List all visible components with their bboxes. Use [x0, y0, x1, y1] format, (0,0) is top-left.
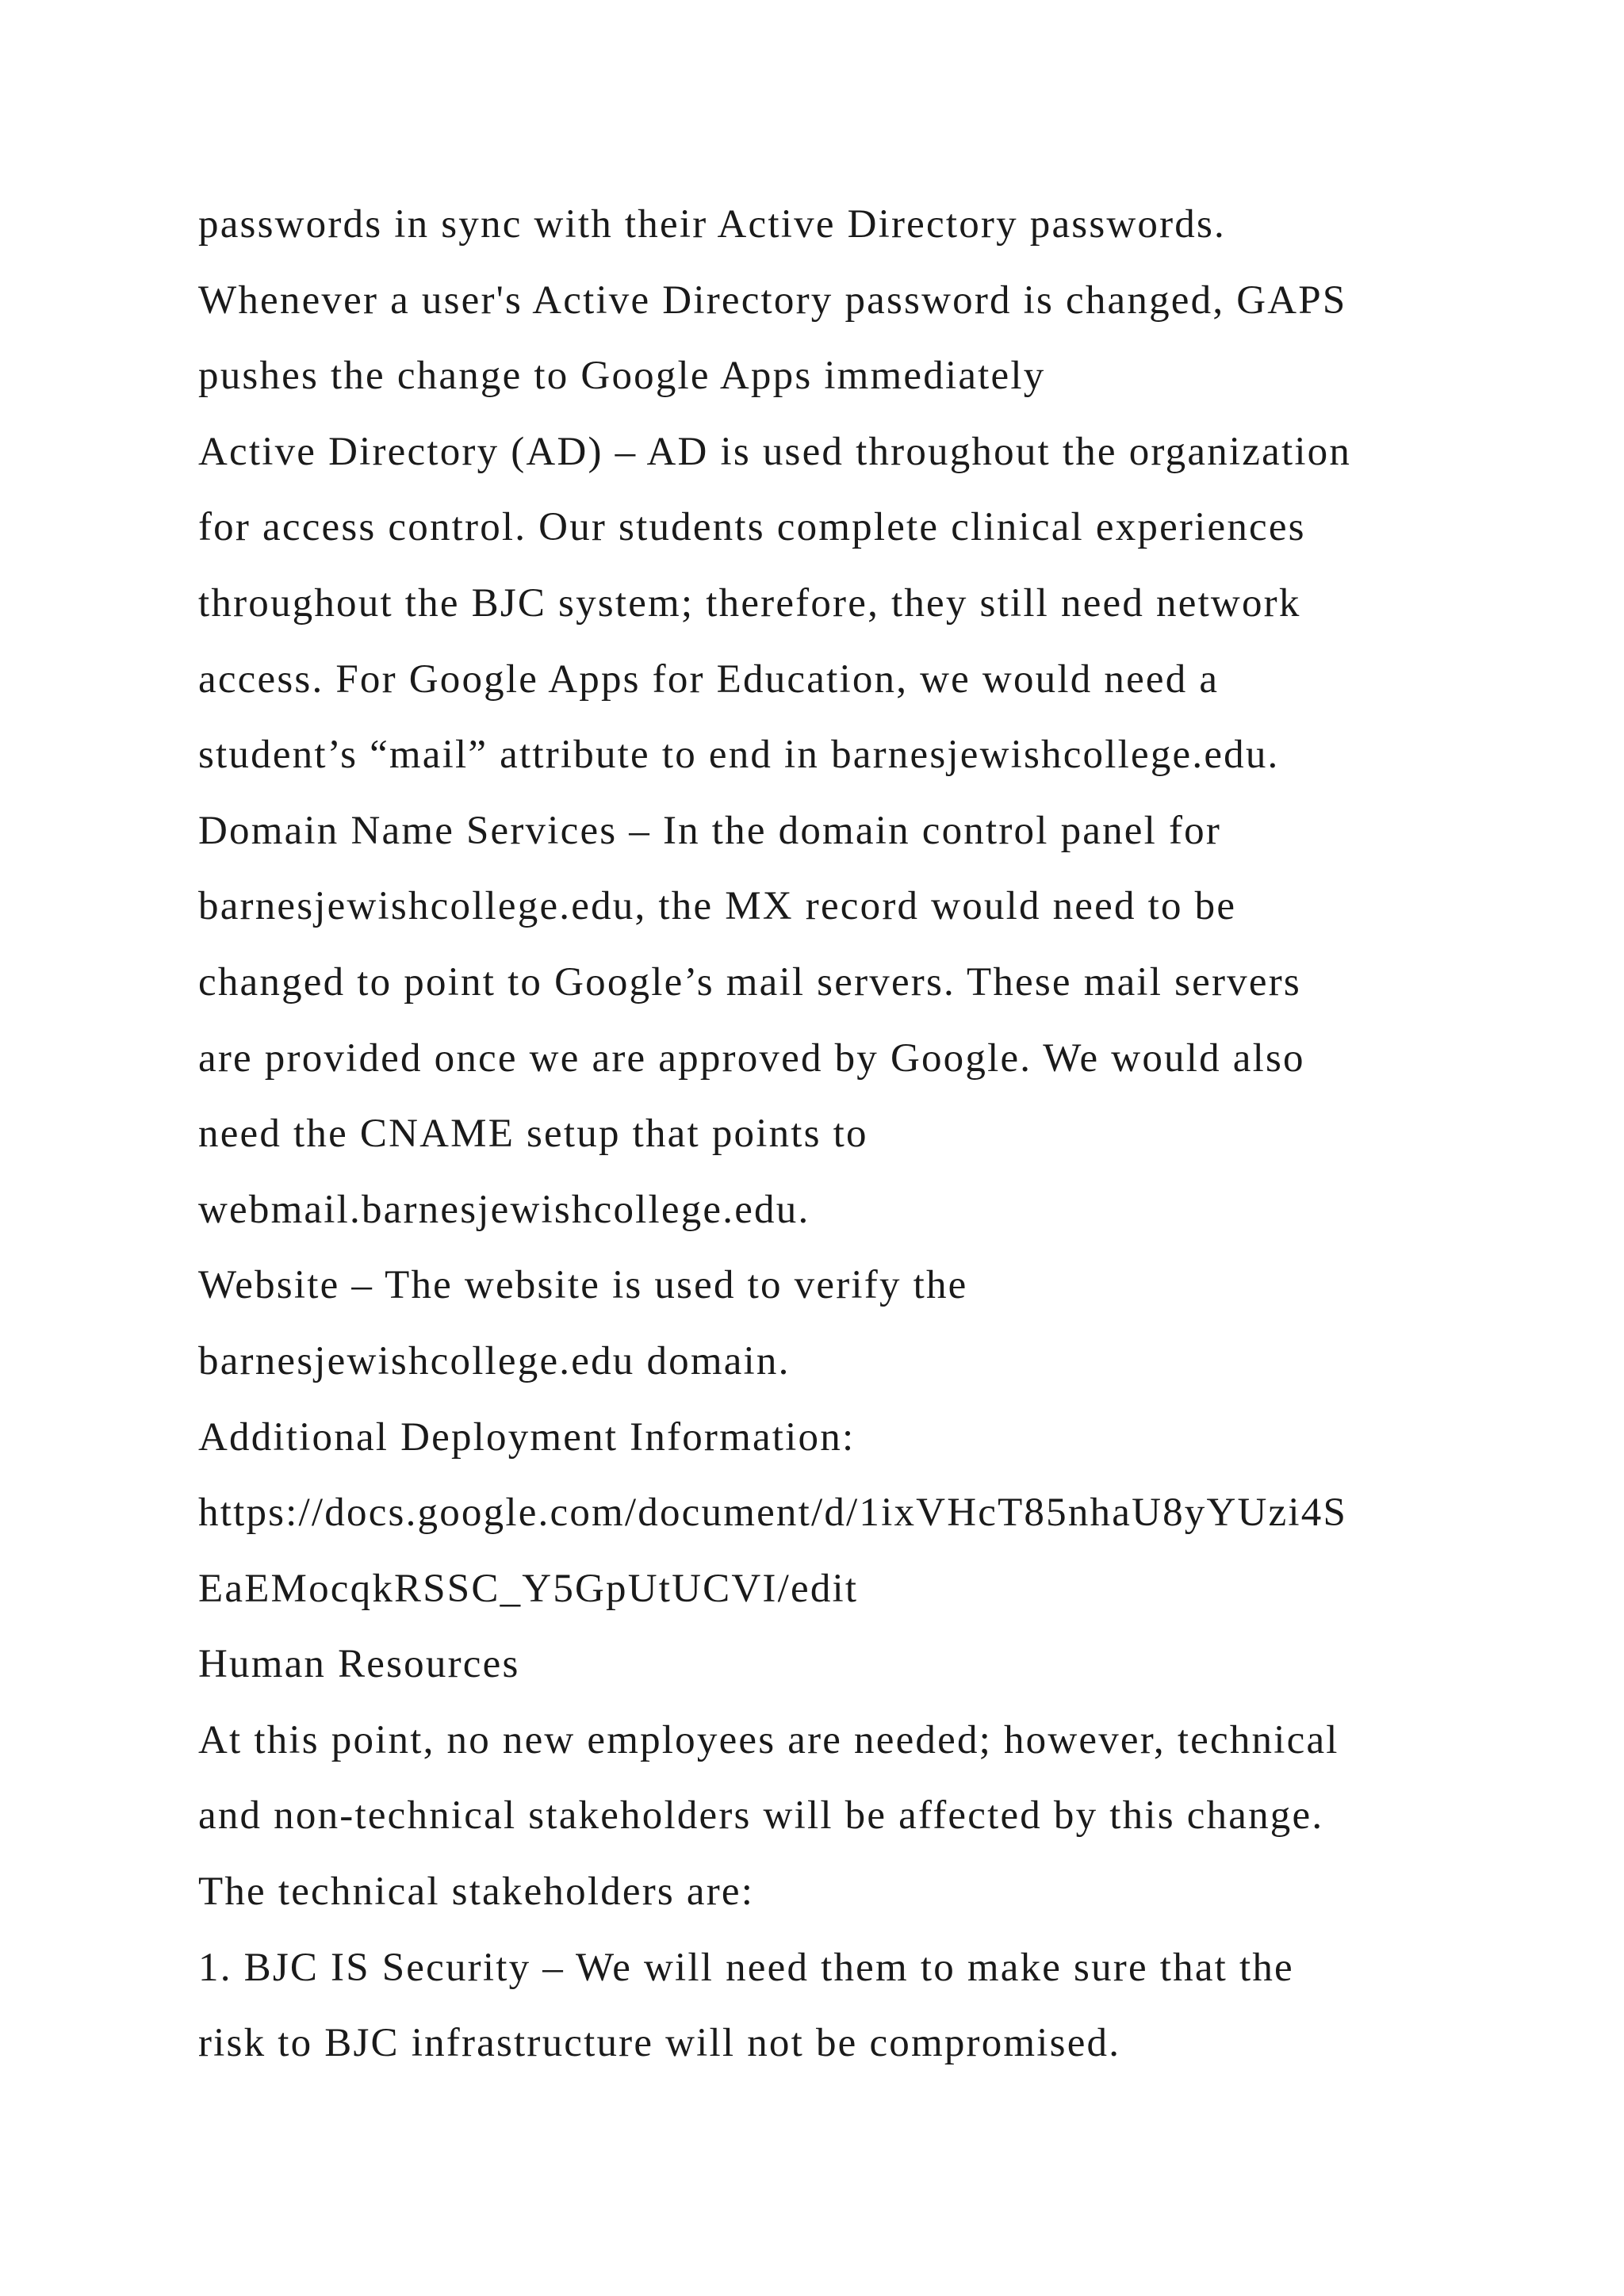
text-line: throughout the BJC system; therefore, they still need network — [198, 580, 1301, 626]
text-line: The technical stakeholders are: — [198, 1869, 755, 1915]
url-line: EaEMocqkRSSC_Y5GpUtUCVI/edit — [198, 1566, 859, 1611]
list-item-line: risk to BJC infrastructure will not be compromised. — [198, 2021, 1121, 2066]
text-line: Whenever a user's Active Directory password is changed, GAPS — [198, 277, 1347, 323]
text-line: pushes the change to Google Apps immediately — [198, 354, 1046, 399]
text-line: passwords in sync with their Active Directory passwords. — [198, 202, 1227, 247]
text-line: At this point, no new employees are needed; however, technical — [198, 1717, 1339, 1762]
text-line: for access control. Our students complete clinical experiences — [198, 505, 1306, 550]
text-line: changed to point to Google’s mail servers. These mail servers — [198, 959, 1301, 1004]
section-line-additional-deployment: Additional Deployment Information: — [198, 1414, 856, 1460]
text-line: student’s “mail” attribute to end in barnesjewishcollege.edu. — [198, 733, 1280, 778]
text-line: access. For Google Apps for Education, we would need a — [198, 656, 1220, 702]
text-line: webmail.barnesjewishcollege.edu. — [198, 1187, 810, 1232]
section-line-website: Website – The website is used to verify the — [198, 1263, 968, 1308]
section-heading-human-resources: Human Resources — [198, 1642, 520, 1687]
text-line: barnesjewishcollege.edu domain. — [198, 1338, 791, 1383]
text-line: are provided once we are approved by Google. We would also — [198, 1035, 1305, 1081]
text-line: and non-technical stakeholders will be affected by this change. — [198, 1793, 1324, 1839]
url-line: https://docs.google.com/document/d/1ixVHcT85nhaU8yYUzi4S — [198, 1490, 1348, 1536]
text-line: need the CNAME setup that points to — [198, 1112, 868, 1157]
list-item-line: 1. BJC IS Security – We will need them to make sure that the — [198, 1945, 1294, 1990]
document-body — [198, 187, 1507, 2082]
section-line-active-directory: Active Directory (AD) – AD is used throughout the organization — [198, 429, 1352, 474]
text-line: barnesjewishcollege.edu, the MX record would need to be — [198, 884, 1237, 929]
section-line-domain-name-services: Domain Name Services – In the domain control panel for — [198, 808, 1222, 853]
